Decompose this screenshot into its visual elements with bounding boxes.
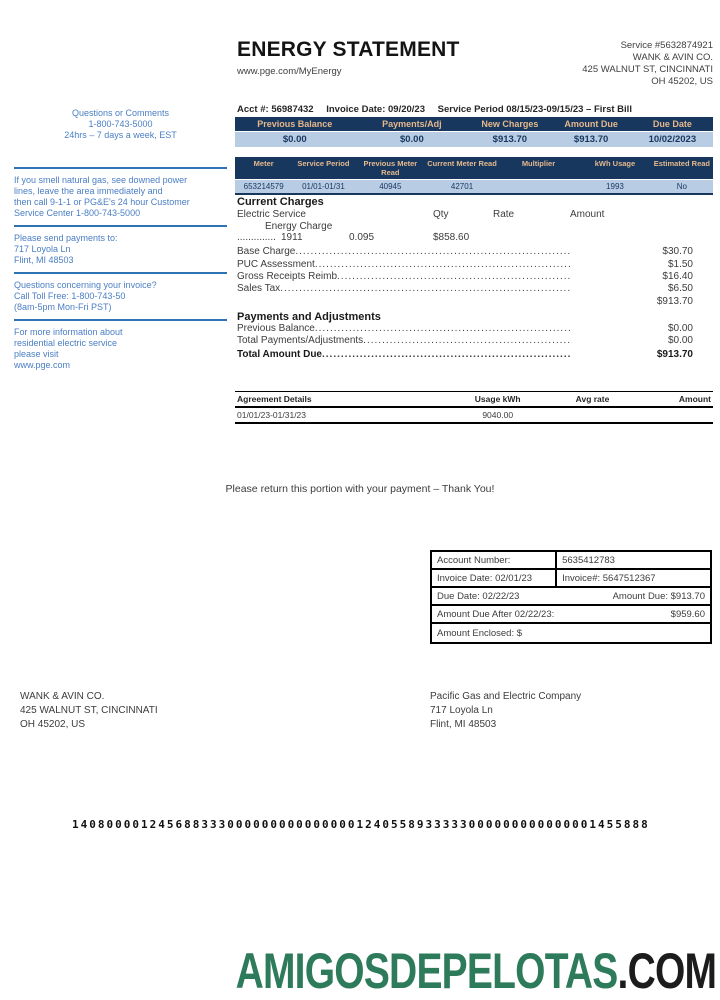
new-charges-value: $913.70 <box>492 134 528 145</box>
agreement-header-row <box>235 392 713 408</box>
gas-warning-line: lines, leave the area immediately and <box>14 186 163 196</box>
leader-dots <box>337 271 572 282</box>
multiplier-value <box>498 182 579 191</box>
meter-number: 653214579 <box>243 182 284 191</box>
invoice-date: Invoice Date: 09/20/23 <box>326 104 425 115</box>
agreement-avg-rate <box>545 410 640 420</box>
col-header: kWh Usage <box>594 159 636 168</box>
payment-label: Previous Balance <box>237 323 315 334</box>
return-notice: Please return this portion with your payment – Thank You! <box>225 483 495 495</box>
col-header: Amount Due <box>564 119 618 129</box>
payments-to-line: Flint, MI 48503 <box>14 255 74 265</box>
col-header: Previous Balance <box>257 119 333 129</box>
total-amount-due-value: $913.70 <box>656 349 693 360</box>
estimated-read-value: No <box>676 182 687 191</box>
charge-row <box>237 259 693 270</box>
sidebar-contact-block <box>14 108 227 141</box>
leader-dots <box>295 246 572 257</box>
more-info-line: For more information about <box>14 327 123 337</box>
gas-warning-line: If you smell natural gas, see downed power <box>14 175 188 185</box>
sidebar-payments-block <box>14 233 227 266</box>
energy-charge-label: Energy Charge <box>265 221 333 232</box>
service-period: Service Period 08/15/23-09/15/23 – First Bill <box>437 104 632 115</box>
balance-summary-value-row <box>235 132 713 147</box>
charge-row <box>237 246 693 257</box>
leader-dots <box>322 349 572 360</box>
customer-name: WANK & AVIN CO. <box>632 52 713 63</box>
amount-after-value: $959.60 <box>670 608 705 620</box>
payments-adjustments-title: Payments and Adjustments <box>237 311 381 323</box>
stub-due-date: Due Date: 02/22/23 <box>437 590 520 602</box>
col-header: Agreement Details <box>237 394 312 404</box>
address-line: OH 45202, US <box>20 719 86 730</box>
meter-table <box>235 157 713 195</box>
payments-to-line: 717 Loyola Ln <box>14 244 71 254</box>
charge-amount: $6.50 <box>667 283 693 294</box>
leader-dots: .............. <box>237 232 276 243</box>
balance-summary-header-row <box>235 117 713 131</box>
site-watermark <box>235 942 716 1000</box>
stub-amount-due: Amount Due: $913.70 <box>612 590 705 602</box>
electric-service-row <box>237 209 693 221</box>
page-title: ENERGY STATEMENT <box>237 38 460 61</box>
invoice-questions-line: (8am-5pm Mon-Fri PST) <box>14 302 112 312</box>
invoice-questions-line: Call Toll Free: 1-800-743-50 <box>14 291 126 301</box>
stub-invoice-date: Invoice Date: 02/01/23 <box>437 572 533 584</box>
charge-amount: $16.40 <box>662 271 693 282</box>
amount-enclosed-label: Amount Enclosed: $ <box>437 627 523 639</box>
energy-rate: 0.095 <box>349 232 375 243</box>
charge-label: Base Charge <box>237 246 296 257</box>
agreement-period: 01/01/23-01/31/23 <box>237 410 307 420</box>
address-line: 717 Loyola Ln <box>430 705 493 716</box>
gas-warning-line: Service Center 1-800-743-5000 <box>14 208 141 218</box>
amount-col-header: Amount <box>570 209 605 220</box>
gas-warning-line: then call 9-1-1 or PG&E's 24 hour Customer <box>14 197 190 207</box>
previous-meter-read: 40945 <box>379 182 402 191</box>
watermark-tld: .COM <box>617 943 716 999</box>
more-info-line: residential electric service <box>14 338 118 348</box>
col-header: New Charges <box>481 119 539 129</box>
kwh-usage-value: 1993 <box>606 182 624 191</box>
customer-mailing-address <box>20 690 158 732</box>
leader-dots <box>315 323 572 334</box>
sidebar-divider <box>14 272 227 274</box>
balance-summary-table <box>235 117 713 147</box>
contact-line: Questions or Comments <box>71 108 170 118</box>
contact-phone: 1-800-743-5000 <box>88 119 153 129</box>
sidebar-gas-warning-block <box>14 175 227 219</box>
payments-adj-value: $0.00 <box>399 134 424 145</box>
charge-label: PUC Assessment <box>237 259 315 270</box>
agreement-details-table <box>235 391 713 424</box>
sidebar-divider <box>14 319 227 321</box>
address-line: Pacific Gas and Electric Company <box>430 691 582 702</box>
more-info-line: please visit <box>14 349 59 359</box>
invoice-questions-line: Questions concerning your invoice? <box>14 280 157 290</box>
col-header: Estimated Read <box>653 159 710 168</box>
contact-hours: 24hrs – 7 days a week, EST <box>64 130 177 140</box>
service-number: Service #5632874921 <box>620 40 713 51</box>
stub-amount-enclosed-row <box>432 624 710 642</box>
sidebar-invoice-questions-block <box>14 280 227 313</box>
charge-label: Sales Tax <box>237 283 281 294</box>
micr-code-line: 1408000012456883330000000000000001240558933333000000000000001455888 <box>72 818 650 831</box>
amount-after-label: Amount Due After 02/22/23: <box>437 608 555 620</box>
col-header: Current Meter Read <box>427 159 497 168</box>
payment-row <box>237 323 693 334</box>
amount-due-value: $913.70 <box>573 134 609 145</box>
col-header: Meter <box>253 159 274 168</box>
agreement-usage: 9040.00 <box>482 410 514 420</box>
address-line: WANK & AVIN CO. <box>20 691 105 702</box>
leader-dots <box>315 259 572 270</box>
col-header: Service Period <box>297 159 350 168</box>
energy-qty: 1911 <box>281 232 303 243</box>
energy-amount: $858.60 <box>433 232 470 243</box>
customer-city: OH 45202, US <box>651 76 713 87</box>
website-url: www.pge.com/MyEnergy <box>237 66 342 77</box>
col-header: Previous Meter Read <box>363 159 418 177</box>
account-number-value: 5635412783 <box>562 554 615 566</box>
payments-to-line: Please send payments to: <box>14 233 118 243</box>
sidebar-divider <box>14 167 227 169</box>
col-header: Avg rate <box>575 394 610 404</box>
agreement-amount <box>640 410 711 420</box>
col-header: Usage kWh <box>474 394 521 404</box>
col-header: Amount <box>678 394 711 404</box>
leader-dots <box>280 283 572 294</box>
meter-header-row <box>235 157 713 179</box>
payment-stub-box <box>430 550 712 644</box>
leader-dots <box>363 335 572 346</box>
meter-service-period: 01/01-01/31 <box>302 182 345 191</box>
current-charges-title: Current Charges <box>237 196 324 208</box>
stub-due-date-row <box>432 588 710 606</box>
service-address-block <box>582 40 713 88</box>
address-line: 425 WALNUT ST, CINCINNATI <box>20 705 158 716</box>
sidebar-divider <box>14 225 227 227</box>
meter-value-row <box>235 180 713 195</box>
due-date-value: 10/02/2023 <box>648 134 697 145</box>
account-number: Acct #: 56987432 <box>237 104 314 115</box>
total-amount-due-row <box>237 349 693 360</box>
col-header: Multiplier <box>521 159 556 168</box>
account-summary-line <box>237 104 713 115</box>
current-charges-subtotal: $913.70 <box>656 296 693 307</box>
charge-amount: $1.50 <box>667 259 693 270</box>
rate-col-header: Rate <box>493 209 515 220</box>
charge-amount: $30.70 <box>662 246 693 257</box>
charge-label: Gross Receipts Reimb <box>237 271 338 282</box>
electric-service-label: Electric Service <box>237 209 306 220</box>
total-amount-due-label: Total Amount Due <box>237 349 322 360</box>
payment-label: Total Payments/Adjustments <box>237 335 364 346</box>
current-meter-read: 42701 <box>450 182 474 191</box>
address-line: Flint, MI 48503 <box>430 719 497 730</box>
remit-to-address <box>430 690 581 732</box>
payment-amount: $0.00 <box>667 335 693 346</box>
charge-row <box>237 283 693 294</box>
stub-amount-after-row <box>432 606 710 624</box>
payment-amount: $0.00 <box>667 323 693 334</box>
qty-col-header: Qty <box>433 209 449 220</box>
sidebar <box>14 108 227 377</box>
payment-row <box>237 335 693 346</box>
stub-invoice-row <box>432 570 710 588</box>
previous-balance-value: $0.00 <box>282 134 307 145</box>
more-info-link: www.pge.com <box>14 360 71 370</box>
account-number-label: Account Number: <box>437 554 511 566</box>
watermark-name: AMIGOSDEPELOTAS <box>235 943 618 999</box>
col-header: Due Date <box>652 119 692 129</box>
agreement-value-row <box>235 408 713 424</box>
col-header: Payments/Adj <box>382 119 442 129</box>
energy-charge-row <box>237 232 693 244</box>
sidebar-more-info-block <box>14 327 227 371</box>
customer-street: 425 WALNUT ST, CINCINNATI <box>582 64 713 75</box>
charge-row <box>237 271 693 282</box>
stub-account-row <box>432 552 710 570</box>
stub-invoice-number: Invoice#: 5647512367 <box>562 572 656 584</box>
